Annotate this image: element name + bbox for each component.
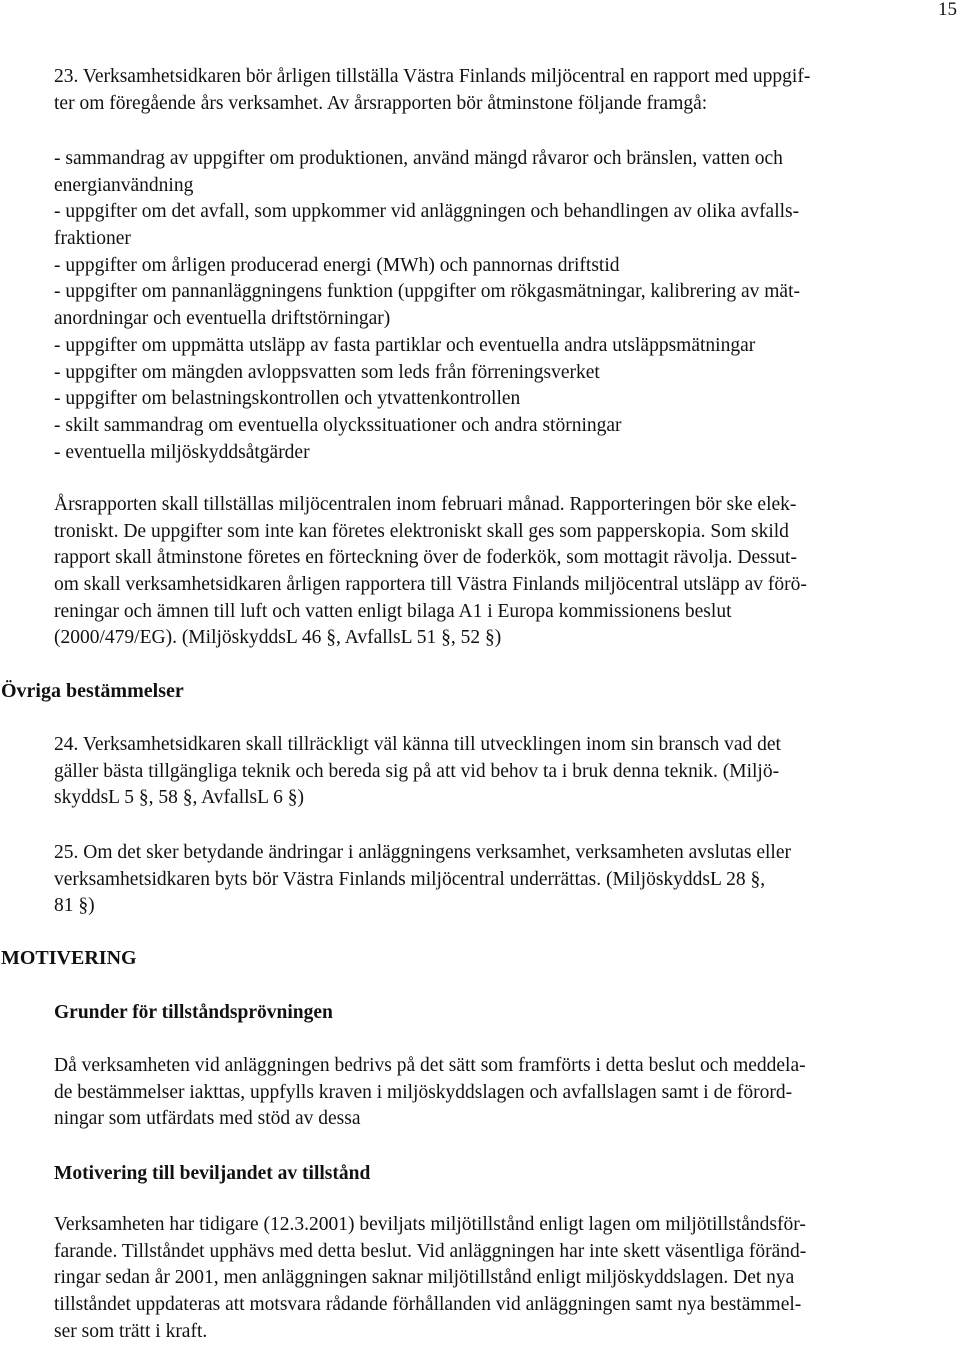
page-number: 15 (938, 0, 957, 20)
text-line: verksamhetsidkaren byts bör Västra Finlands miljöcentral underrättas. (MiljöskyddsL 28 §, (54, 868, 766, 890)
item-25 (54, 840, 954, 920)
text-line: Då verksamheten vid anläggningen bedrivs på det sätt som framförts i detta beslut och meddela- (54, 1055, 806, 1076)
list-line: - sammandrag av uppgifter om produktionen, använd mängd råvaror och bränslen, vatten och (54, 148, 783, 169)
item-23-list (54, 146, 954, 466)
item-23-report-paragraph (54, 492, 954, 652)
list-line: - uppgifter om pannanläggningens funktion (uppgifter om rökgasmätningar, kalibrering av mät- (54, 281, 800, 303)
text-line: Verksamheten har tidigare (12.3.2001) beviljats miljötillstånd enligt lagen om miljötillståndsför- (54, 1214, 806, 1235)
text-line: farande. Tillståndet upphävs med detta beslut. Vid anläggningen har inte skett väsentliga föränd- (54, 1240, 807, 1262)
text-line: de bestämmelser iakttas, uppfylls kraven i miljöskyddslagen och avfallslagen samt i de förord- (54, 1081, 793, 1103)
subheading-grunder: Grunder för tillståndsprövningen (54, 1002, 333, 1023)
list-line: - uppgifter om det avfall, som uppkommer vid anläggningen och behandlingen av olika avfalls- (54, 201, 800, 223)
list-line: - uppgifter om mängden avloppsvatten som leds från förreningsverket (54, 361, 600, 383)
item-23-intro (54, 64, 954, 117)
text-line: ringar sedan år 2001, men anläggningen saknar miljötillstånd enligt miljöskyddslagen. Det nya (54, 1267, 795, 1289)
text-line: troniskt. De uppgifter som inte kan företes elektroniskt skall ges som papperskopia. Som skild (54, 520, 789, 542)
list-line: - skilt sammandrag om eventuella olyckssituationer och andra störningar (54, 414, 622, 436)
item-24 (54, 732, 954, 812)
section-heading-ovriga: Övriga bestämmelser (1, 680, 184, 702)
text-line: ningar som utfärdats med stöd av dessa (54, 1108, 361, 1130)
list-line: - uppgifter om årligen producerad energi (MWh) och pannornas driftstid (54, 254, 620, 276)
section-heading-motivering: MOTIVERING (1, 947, 137, 969)
text-line: skyddsL 5 §, 58 §, AvfallsL 6 §) (54, 787, 305, 809)
text-line: 24. Verksamhetsidkaren skall tillräckligt väl känna till utvecklingen inom sin bransch vad det (54, 734, 781, 755)
text-line: (2000/479/EG). (MiljöskyddsL 46 §, AvfallsL 51 §, 52 §) (54, 627, 502, 649)
grunder-paragraph (54, 1053, 954, 1133)
list-line: anordningar och eventuella driftstörningar) (54, 308, 391, 330)
list-line: - uppgifter om uppmätta utsläpp av fasta partiklar och eventuella andra utsläppsmätningar (54, 334, 756, 356)
list-line: energianvändning (54, 174, 194, 196)
list-line: fraktioner (54, 228, 131, 250)
text-line: 23. Verksamhetsidkaren bör årligen tillställa Västra Finlands miljöcentral en rapport med uppgif- (54, 66, 811, 87)
text-line: ser som trätt i kraft. (54, 1320, 208, 1342)
text-line: 25. Om det sker betydande ändringar i anläggningens verksamhet, verksamheten avslutas eller (54, 842, 791, 863)
text-line: reningar och ämnen till luft och vatten enligt bilaga A1 i Europa kommissionens beslut (54, 600, 732, 622)
text-line: Årsrapporten skall tillställas miljöcentralen inom februari månad. Rapporteringen bör ske elek- (54, 494, 797, 515)
text-line: om skall verksamhetsidkaren årligen rapportera till Västra Finlands miljöcentral utsläpp av förö- (54, 574, 807, 596)
subheading-beviljandet: Motivering till beviljandet av tillstånd (54, 1163, 371, 1184)
text-line: rapport skall åtminstone företes en förteckning över de foderkök, som mottagit rävolja. Dessut- (54, 547, 797, 569)
text-line: ter om föregående års verksamhet. Av årsrapporten bör åtminstone följande framgå: (54, 92, 708, 114)
list-line: - uppgifter om belastningskontrollen och ytvattenkontrollen (54, 388, 521, 410)
text-line: tillståndet uppdateras att motsvara rådande förhållanden vid anläggningen samt nya bestämmel- (54, 1294, 802, 1316)
text-line: gäller bästa tillgängliga teknik och bereda sig på att vid behov ta i bruk denna teknik. (Miljö- (54, 760, 780, 782)
beviljandet-paragraph (54, 1212, 954, 1345)
list-line: - eventuella miljöskyddsåtgärder (54, 441, 310, 463)
text-line: 81 §) (54, 895, 95, 917)
